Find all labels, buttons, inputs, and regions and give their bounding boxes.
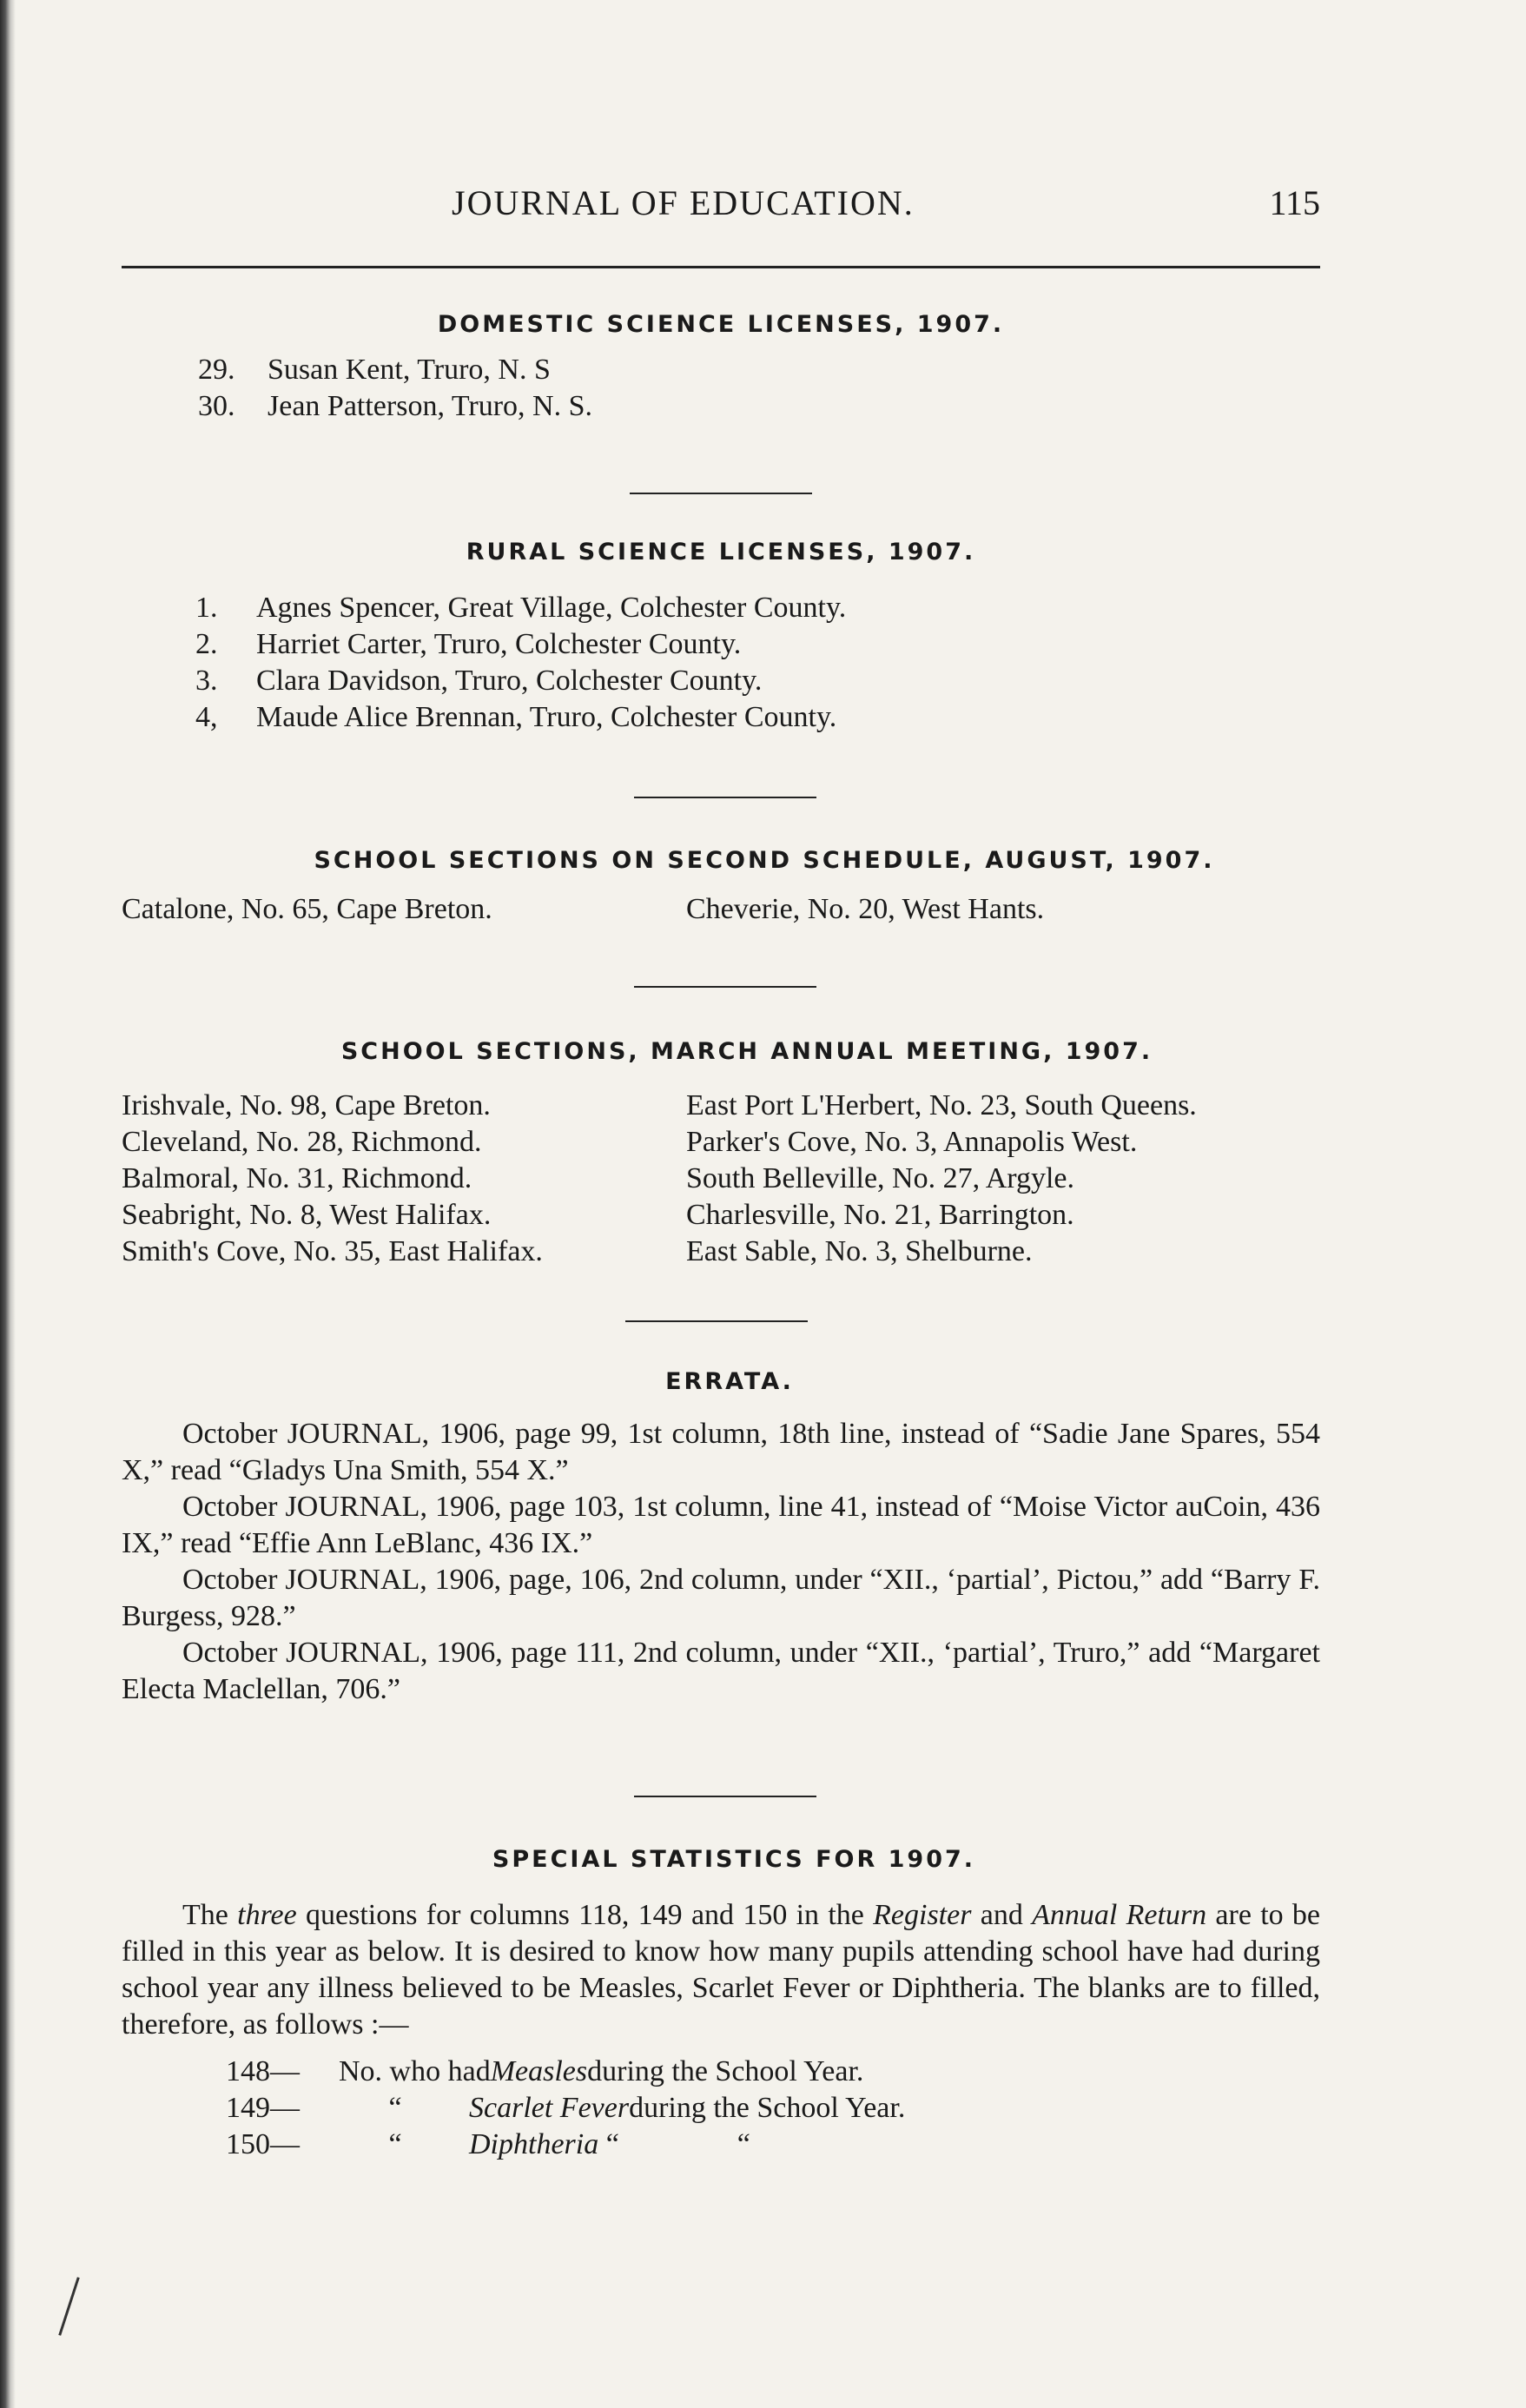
second-schedule-right: Cheverie, No. 20, West Hants. [686,893,1045,925]
list-item: Parker's Cove, No. 3, Annapolis West. [686,1126,1138,1158]
section-title: SPECIAL STATISTICS FOR 1907. [492,1846,976,1873]
list-item: Charlesville, No. 21, Barrington. [686,1199,1074,1231]
errata-section [122,1368,1320,1708]
page-number: 115 [1269,183,1320,222]
rural-list [195,590,1320,736]
list-item: 30. Jean Patterson, Truro, N. S. [198,390,593,422]
second-schedule-section [122,847,1320,928]
second-schedule-row [122,891,1320,928]
divider [634,986,816,988]
list-item: 150— “ Diphtheria “ “ [226,2128,750,2160]
list-item: 148— No. who had Measles during the School Year. [226,2055,864,2087]
march-meeting-columns [122,1088,1320,1270]
list-item: Irishvale, No. 98, Cape Breton. [122,1089,491,1121]
errata-entry: October JOURNAL, 1906, page 99, 1st column, 18th line, instead of “Sadie Jane Spares, 554 X,” read “Gladys Una Smith, 554 X.” [122,1418,1320,1486]
divider [625,1320,808,1322]
list-item: Cleveland, No. 28, Richmond. [122,1126,482,1158]
errata-entry: October JOURNAL, 1906, page, 106, 2nd column, under “XII., ‘partial’, Pictou,” add “Barry F. Burgess, 928.” [122,1564,1320,1632]
divider [630,493,812,494]
list-item: East Port L'Herbert, No. 23, South Queens. [686,1089,1197,1121]
domestic-science-section [122,311,1320,425]
list-item: 2. Harriet Carter, Truro, Colchester County. [195,628,742,660]
section-title: ERRATA. [665,1368,794,1395]
errata-entry: October JOURNAL, 1906, page 103, 1st column, line 41, instead of “Moise Victor auCoin, 436 IX,” read “Effie Ann LeBlanc, 436 IX.” [122,1491,1320,1559]
special-statistics-section [122,1846,1320,2163]
list-item: 149— “ Scarlet Fever during the School Year. [226,2092,906,2124]
list-item: 29. Susan Kent, Truro, N. S [198,354,551,386]
errata-entry: October JOURNAL, 1906, page 111, 2nd column, under “XII., ‘partial’, Truro,” add “Margaret Electa Maclellan, 706.” [122,1637,1320,1705]
march-meeting-right [686,1088,1320,1270]
rural-science-section [122,539,1320,736]
statistics-intro: The three questions for columns 118, 149 and 150 in the Register and Annual Return are to be filled in this year as below. It is desired to know how many pupils attending school have had during school year any illness believed to be Measles, Scarlet Fever or Diphtheria. The blanks are to filled, therefore, as follows :— [122,1899,1321,2041]
page-header [122,174,1320,243]
domestic-list [198,352,1320,425]
second-schedule-left: Catalone, No. 65, Cape Breton. [122,893,492,925]
journal-title: JOURNAL OF EDUCATION. [452,183,915,222]
list-item: 4, Maude Alice Brennan, Truro, Colchester County. [195,701,837,733]
list-item: Balmoral, No. 31, Richmond. [122,1162,472,1194]
section-title: DOMESTIC SCIENCE LICENSES, 1907. [437,311,1005,338]
section-title: SCHOOL SECTIONS, MARCH ANNUAL MEETING, 1907. [340,1038,1153,1065]
march-meeting-section [122,1038,1320,1270]
header-rule [122,266,1320,268]
section-title: SCHOOL SECTIONS ON SECOND SCHEDULE, AUGUST, 1907. [314,847,1215,874]
list-item: Smith's Cove, No. 35, East Halifax. [122,1235,543,1267]
errata-body [122,1416,1320,1708]
divider [634,797,816,798]
list-item: East Sable, No. 3, Shelburne. [686,1235,1033,1267]
march-meeting-left [122,1088,686,1270]
list-item: South Belleville, No. 27, Argyle. [686,1162,1075,1194]
page-edge-shadow [0,0,16,2408]
list-item: 3. Clara Davidson, Truro, Colchester County. [195,665,763,697]
list-item: Seabright, No. 8, West Halifax. [122,1199,492,1231]
divider [634,1796,816,1797]
statistics-list [226,2054,1320,2163]
ink-mark [58,2277,79,2336]
list-item: 1. Agnes Spencer, Great Village, Colchester County. [195,592,847,624]
section-title: RURAL SCIENCE LICENSES, 1907. [466,539,976,566]
